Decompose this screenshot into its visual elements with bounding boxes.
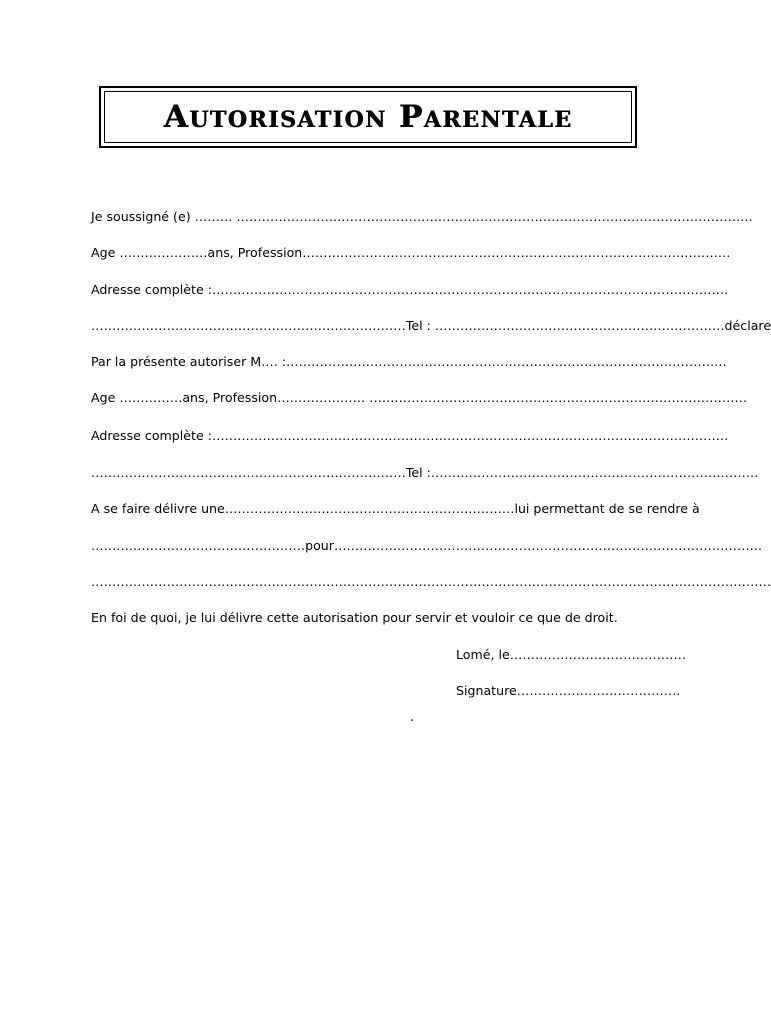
line-tel-2: …………………………………………………………………Tel :…………………………………………………………………… [91,465,759,480]
title-frame [99,86,637,148]
line-soussigne: Je soussigné (e) ……… …………………………………………………………………………………………………………… [91,209,753,224]
title-frame-inner [104,91,632,143]
line-adresse-2: Adresse complète :…………………………………………………………………………………………………………… [91,428,729,443]
line-age-profession-2: Age ……………ans, Profession………………… ……………………………………………………………………………… [91,390,748,405]
line-delivre: A se faire délivre une……………………………………………………………lui permettant de se rendre à [91,501,700,516]
signature-field: Signature………………………………… [456,683,681,698]
stray-dot: . [410,710,415,725]
line-en-foi: En foi de quoi, je lui délivre cette autorisation pour servir et vouloir ce que de droit. [91,610,618,625]
line-pour: ……………………………………………pour………………………………………………………………………………………… [91,538,763,553]
line-autoriser: Par la présente autoriser M…. :…………………………………………………………………………………………… [91,354,727,369]
place-date-field: Lomé, le…………………………………… [456,647,687,662]
document-title: Autorisation Parentale [163,99,573,135]
line-blank: ……………………………………………………………………………………………………………………………………………… [91,574,771,589]
line-tel-declare: …………………………………………………………………Tel : ……………………………………………………………déclare [91,318,771,333]
line-age-profession-1: Age …………………ans, Profession………………………………………………………………………………………… [91,245,731,260]
line-adresse-1: Adresse complète :…………………………………………………………………………………………………………… [91,282,729,297]
